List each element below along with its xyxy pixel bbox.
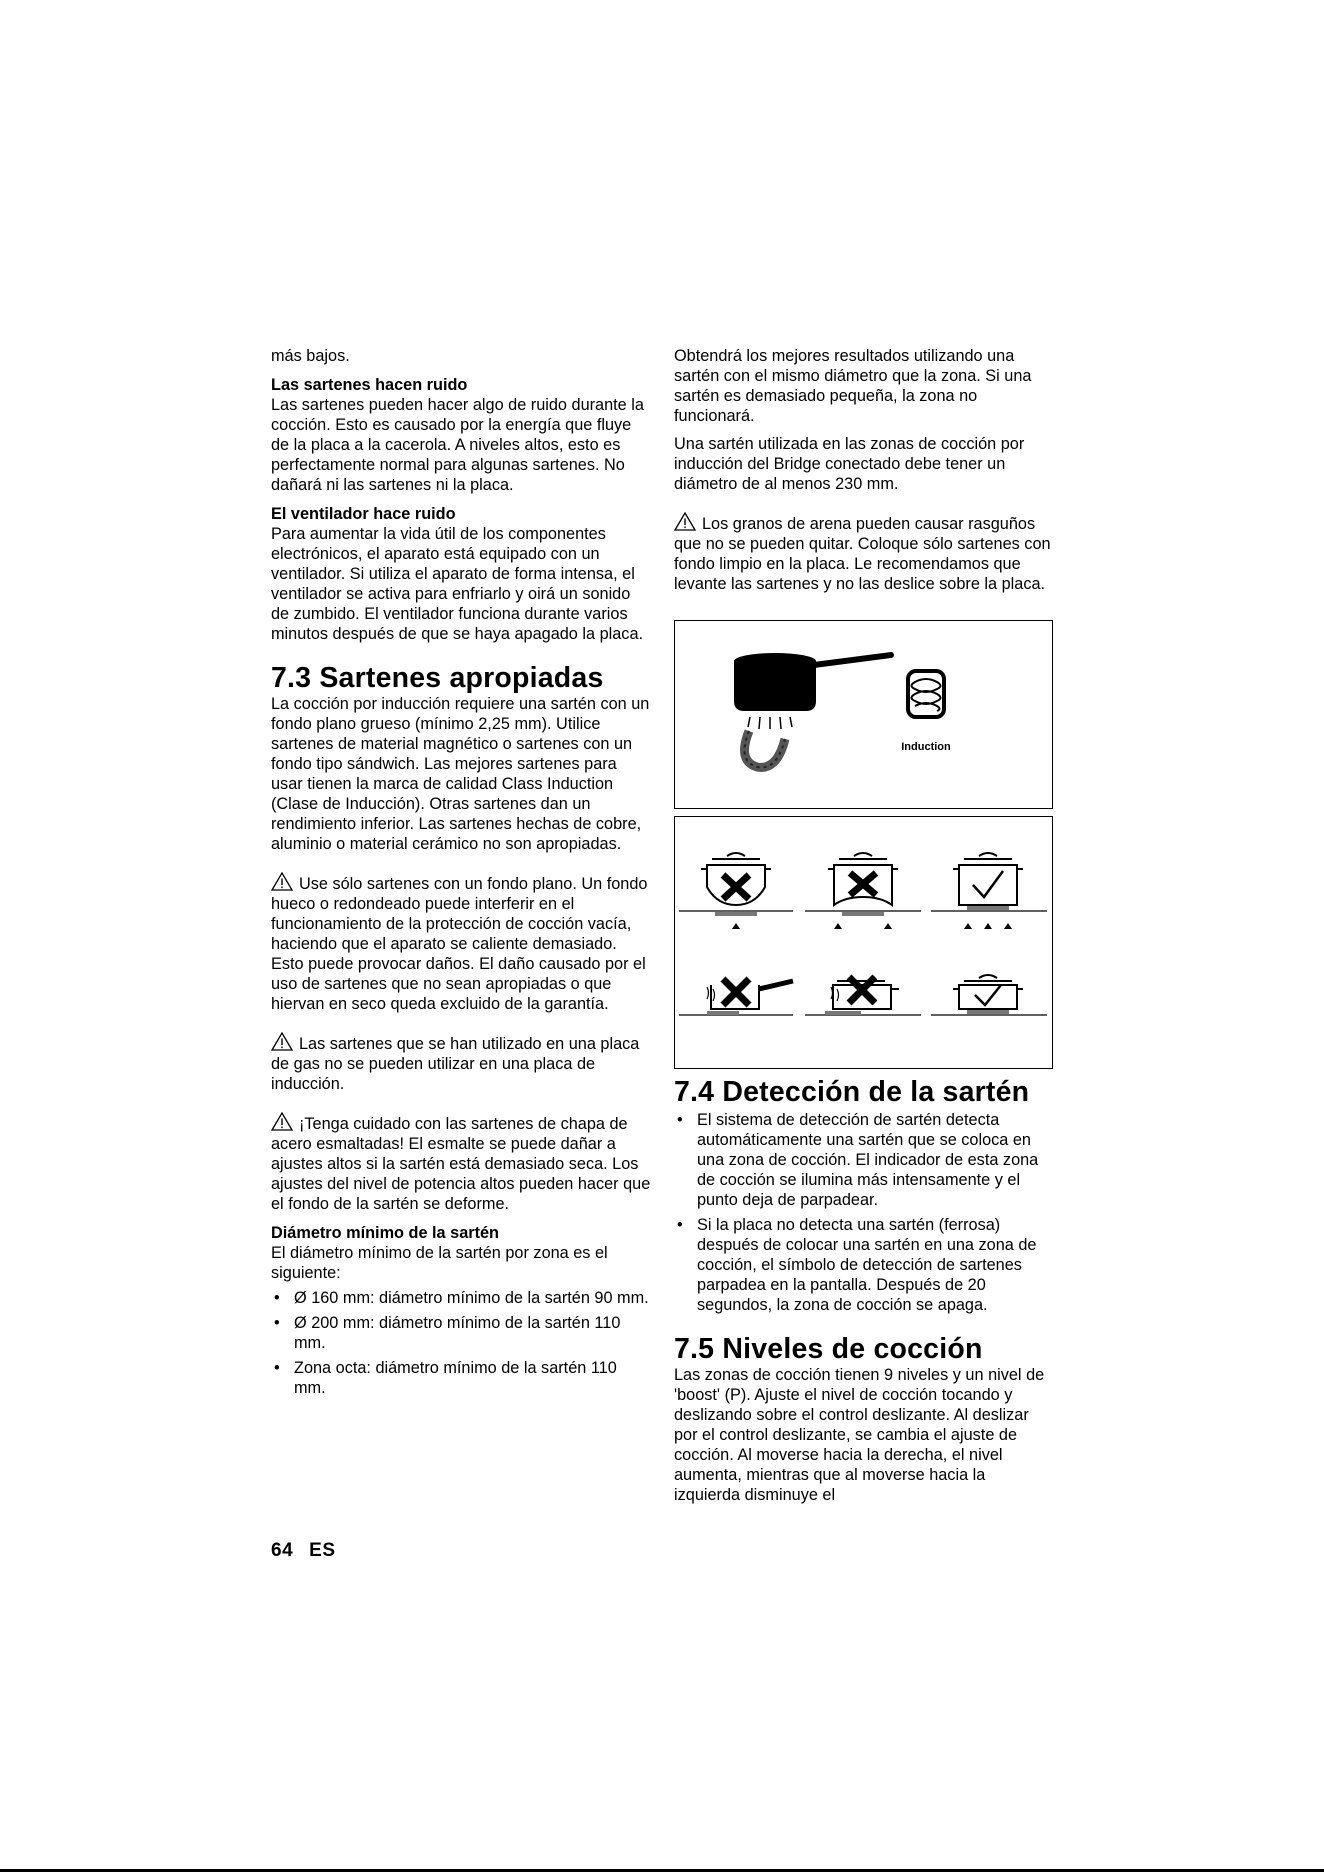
list-item: • Ø 200 mm: diámetro mínimo de la sartén 110 mm. [274,1314,621,1352]
section-7-5-text: Las zonas de cocción tienen 9 niveles y un nivel de 'boost' (P). Ajuste el nivel de cocción tocando y deslizando sobre el control deslizante. Al deslizar por el control deslizante, se cambia el ajuste de cocción. Al moverse hacia la derecha, el nivel aumenta, mientras que al moverse hacia la izquierda disminuye el [674,1366,1045,1504]
list-item: • Zona octa: diámetro mínimo de la sartén 110 mm. [274,1359,617,1397]
list-item: • Ø 160 mm: diámetro mínimo de la sartén 90 mm. [274,1289,649,1307]
section-7-3-heading: 7.3 Sartenes apropiadas [271,662,604,694]
warning-flat-bottom [271,872,651,1014]
left-column [271,346,651,1398]
pan-offset-wrong [805,977,921,1015]
warning-flat-bottom-text: Use sólo sartenes con un fondo plano. Un fondo hueco o redondeado puede interferir en el funcionamiento de la protección de cocción vacía, haciendo que el aparato se caliente demasiado. Esto puede provocar daños. El daño causado por el uso de sartenes que no sean apropiadas o que hiervan en seco queda excluido de la garantía. [271,875,648,1013]
noise-pans-text: Las sartenes pueden hacer algo de ruido durante la cocción. Esto es causado por la energía que fluye de la placa a la cacerola. A niveles altos, esto es perfectamente normal para algunas sartenes. No dañará ni las sartenes ni la placa. [271,396,644,494]
induction-pan-illustration [675,621,1051,807]
same-diameter-text: Obtendrá los mejores resultados utilizando una sartén con el mismo diámetro que la zona. Si una sartén es demasiado pequeña, la zona no funcionará. [674,347,1032,425]
min-diameter-list [271,1288,651,1398]
warning-gas-pans [271,1032,651,1094]
fan-noise-heading: El ventilador hace ruido [271,505,456,523]
section-7-4-heading: 7.4 Detección de la sartén [674,1076,1030,1108]
section-7-3-text: La cocción por inducción requiere una sartén con un fondo plano grueso (mínimo 2,25 mm). Utilice sartenes de material magnético o sartenes con un fondo tipo sándwich. Las mejores sartenes para usar tienen la marca de calidad Class Induction (Clase de Inducción). Otras sartenes dan un rendimiento inferior. Las sartenes hechas de cobre, aluminio o material cerámico no son apropiadas. [271,695,650,853]
pot-hollow-bottom-wrong [805,853,921,929]
induction-pan-figure [674,620,1053,809]
pan-centered-correct [931,975,1047,1015]
warning-icon [271,1032,293,1051]
section-7-5-heading: 7.5 Niveles de cocción [674,1333,983,1365]
noise-pans-heading: Las sartenes hacen ruido [271,376,468,394]
warning-icon [271,872,293,891]
list-item: • Si la placa no detecta una sartén (ferrosa) después de colocar una sartén en una zona de cocción, el símbolo de detección de sartenes parpadea en la pantalla. Después de 20 segundos, la zona de cocción se apaga. [677,1216,1037,1314]
pan-bottom-figure [674,816,1053,1069]
fan-noise-text: Para aumentar la vida útil de los componentes electrónicos, el aparato está equipado con un ventilador. Si utiliza el aparato de forma intensa, el ventilador se activa para enfriarlo y oirá un sonido de zumbido. El ventilador funciona durante varios minutos después de que se haya apagado la placa. [271,525,644,643]
continued-text: más bajos. [271,347,350,365]
right-column-lower [674,1076,1054,1505]
pan-bottom-illustration [675,817,1051,1067]
warning-enamel [271,1112,651,1214]
pot-flat-bottom-correct [931,853,1047,929]
pot-rounded-bottom-wrong [679,853,793,929]
pan-detection-list [674,1110,1054,1315]
warning-sand [674,512,1054,594]
page-footer [271,1540,336,1562]
warning-icon [674,512,696,531]
warning-icon [271,1112,293,1131]
pan-small-wrong [679,979,793,1015]
bridge-text: Una sartén utilizada en las zonas de cocción por inducción del Bridge conectado debe tener un diámetro de al menos 230 mm. [674,435,1025,493]
language-code: ES [309,1540,336,1561]
min-diameter-text: El diámetro mínimo de la sartén por zona es el siguiente: [271,1244,608,1282]
right-column [674,346,1054,594]
list-item: • El sistema de detección de sartén detecta automáticamente una sartén que se coloca en una zona de cocción. El indicador de esta zona de cocción se ilumina más intensamente y el punto deja de parpadear. [677,1111,1039,1209]
induction-label: Induction [901,741,951,753]
warning-gas-pans-text: Las sartenes que se han utilizado en una placa de gas no se pueden utilizar en una placa de inducción. [271,1035,640,1093]
warning-enamel-text: ¡Tenga cuidado con las sartenes de chapa de acero esmaltadas! El esmalte se puede dañar a ajustes altos si la sartén está demasiado seca. Los ajustes del nivel de potencia altos pueden hacer que el fondo de la sartén se deforme. [271,1115,651,1213]
min-diameter-heading: Diámetro mínimo de la sartén [271,1224,500,1242]
warning-sand-text: Los granos de arena pueden causar rasguños que no se pueden quitar. Coloque sólo sartenes con fondo limpio en la placa. Le recomendamos que levante las sartenes y no las deslice sobre la placa. [674,515,1051,593]
page-number: 64 [271,1540,294,1561]
